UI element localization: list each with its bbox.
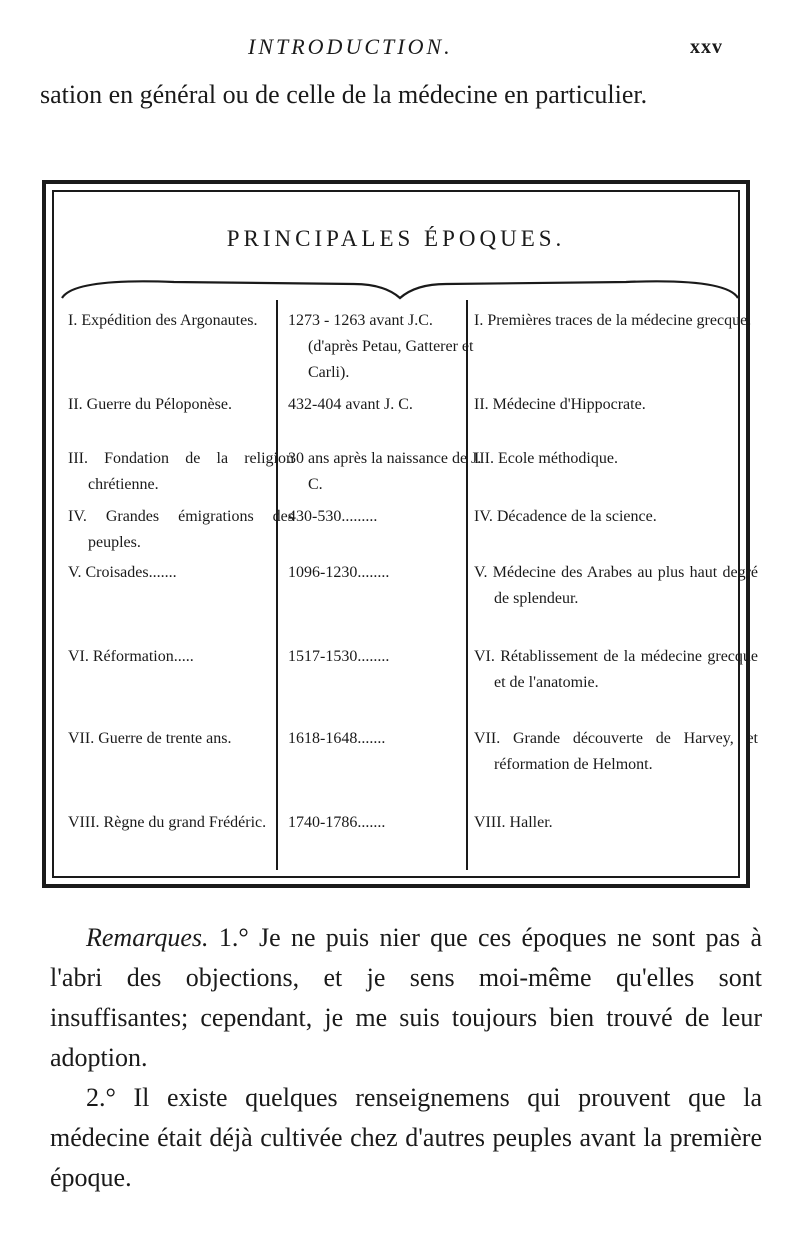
epochs-table-inner-border [52, 190, 758, 878]
epoch-cell: III. Fondation de la religion chrétienne. [68, 450, 294, 493]
intro-paragraph: sation en général ou de celle de la médecine en particulier. [40, 80, 648, 109]
table-title: PRINCIPALES ÉPOQUES. [226, 226, 566, 251]
epoch-cell: VII. Guerre de trente ans. [68, 730, 232, 747]
date-cell: 430-530......... [288, 508, 378, 525]
event-cell: IV. Décadence de la science. [474, 508, 657, 525]
remarks-section [50, 918, 762, 1198]
brace-ornament [54, 264, 746, 304]
epoch-cell: VI. Réformation..... [68, 648, 194, 665]
remark-1-text: 1.° Je ne puis nier que ces époques ne sont pas à l'abri des objections, et je sens moi-même qu'elles sont insuffisantes; cependant, je me suis toujours bien trouvé de leur adoption. [50, 923, 762, 1072]
epoch-cell: II. Guerre du Péloponèse. [68, 396, 232, 413]
remark-paragraph-2: 2.° Il existe quelques renseignemens qui prouvent que la médecine était déjà cultivée chez d'autres peuples avant la première époque. [50, 1083, 762, 1192]
event-cell: VI. Rétablissement de la médecine grecque et de l'anatomie. [474, 648, 758, 691]
event-cell: III. Ecole méthodique. [474, 450, 618, 467]
epoch-cell: V. Croisades....... [68, 564, 177, 581]
epochs-table [42, 180, 758, 888]
date-cell: 432-404 avant J. C. [288, 396, 413, 413]
date-cell: 1273 - 1263 avant J.C. (d'après Petau, Gatterer et Carli). [288, 312, 474, 381]
page-number: xxv [690, 36, 723, 58]
date-cell: 1740-1786....... [288, 814, 386, 831]
date-cell: 1517-1530........ [288, 648, 390, 665]
date-cell: 1618-1648....... [288, 730, 386, 747]
running-title: INTRODUCTION. [248, 34, 453, 59]
event-cell: V. Médecine des Arabes au plus haut degré de splendeur. [474, 564, 758, 607]
remarks-label: Remarques. [86, 923, 209, 952]
date-cell: 30 ans après la naissance de J. C. [288, 450, 482, 493]
date-cell: 1096-1230........ [288, 564, 390, 581]
remark-paragraph-1 [50, 918, 762, 1078]
event-cell: I. Premières traces de la médecine grecque. [474, 312, 752, 329]
epoch-cell: IV. Grandes émigrations des peuples. [68, 508, 294, 551]
epoch-cell: VIII. Règne du grand Frédéric. [68, 814, 267, 831]
event-cell: VIII. Haller. [474, 814, 553, 831]
running-head [0, 34, 800, 64]
event-cell: II. Médecine d'Hippocrate. [474, 396, 646, 413]
epoch-cell: I. Expédition des Argonautes. [68, 312, 258, 329]
event-cell: VII. Grande découverte de Harvey, et réformation de Helmont. [474, 730, 758, 773]
